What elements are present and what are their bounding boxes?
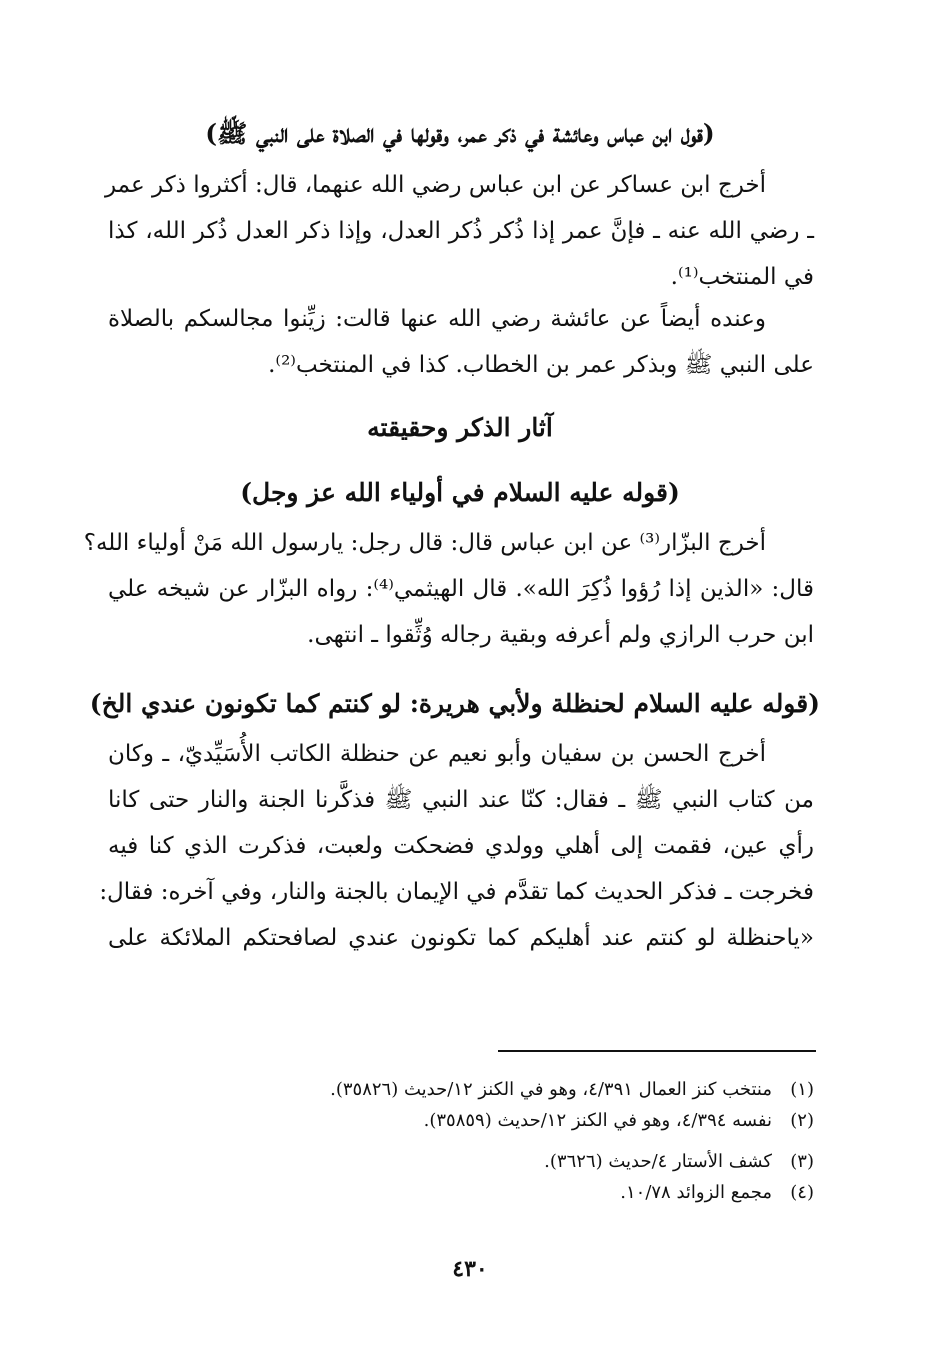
footnotes [200, 1074, 814, 1208]
section-heading-awliya: (قوله عليه السلام في أولياء الله عز وجل) [240, 478, 680, 507]
paragraph-ibn-asakir [104, 162, 814, 300]
paragraph-bazzar [83, 520, 814, 658]
paragraph-hanzala [99, 731, 814, 961]
footnote [200, 1105, 814, 1136]
text-line: قال: «الذين إذا رُؤوا ذُكِرَ الله». قال الهيثمي⁽⁴⁾: رواه البزّار عن شيخه علي [108, 576, 814, 602]
paragraph-aisha [108, 296, 814, 388]
section-heading-ibn-abbas-aisha: (قول ابن عباس وعائشة في ذكر عمر، وقولها في الصلاة على النبي ﷺ) [205, 119, 715, 148]
text-line: أخرج ابن عساكر عن ابن عباس رضي الله عنهما، قال: أكثروا ذكر عمر [104, 172, 766, 198]
chapter-title: آثار الذكر وحقيقته [367, 413, 553, 442]
footnote-text: نفسه ٤/٣٩٤، وهو في الكنز ١٢/حديث (٣٥٨٥٩). [423, 1110, 772, 1131]
footnote [200, 1074, 814, 1105]
footnote-number: (٣) [790, 1151, 814, 1172]
footnote-number: (١) [790, 1079, 814, 1100]
footnote-number: (٢) [790, 1110, 814, 1131]
footnote-text: كشف الأستار ٤/حديث (٣٦٢٦). [544, 1151, 772, 1172]
footnote-number: (٤) [790, 1182, 814, 1203]
text-line: من كتاب النبي ﷺ ـ فقال: كنّا عند النبي ﷺ فذكَّرنا الجنة والنار حتى كانا [108, 787, 814, 813]
footnote [200, 1177, 814, 1208]
footnote-divider [498, 1050, 816, 1052]
footnote-text: منتخب كنز العمال ٤/٣٩١، وهو في الكنز ١٢/حديث (٣٥٨٢٦). [330, 1079, 772, 1100]
page-number: ٤٣٠ [452, 1256, 488, 1282]
section-heading-hanzala: (قوله عليه السلام لحنظلة ولأبي هريرة: لو كنتم كما تكونون عندي الخ) [89, 689, 820, 718]
footnote-text: مجمع الزوائد ١٠/٧٨. [620, 1182, 772, 1203]
text-line: رأي عين، فقمت إلى أهلي وولدي فضحكت ولعبت، فذكرت الذي كنا فيه [108, 833, 814, 859]
text-line: «ياحنظلة لو كنتم عند أهليكم كما تكونون عندي لصافحتكم الملائكة على [108, 925, 814, 951]
text-line: ـ رضي الله عنه ـ فإنَّ عمر إذا ذُكر ذُكر العدل، وإذا ذكر العدل ذُكر الله، كذا [108, 218, 814, 244]
text-line: ابن حرب الرازي ولم أعرفه وبقية رجاله وُثِّقوا ـ انتهى. [307, 622, 814, 648]
text-line: أخرج البزّار⁽³⁾ عن ابن عباس قال: قال رجل: يارسول الله مَنْ أولياء الله؟ [83, 530, 766, 556]
text-line: في المنتخب⁽¹⁾. [670, 264, 814, 290]
text-line: فخرجت ـ فذكر الحديث كما تقدَّم في الإيمان بالجنة والنار، وفي آخره: فقال: [99, 879, 814, 905]
footnote [200, 1146, 814, 1177]
text-line: وعنده أيضاً عن عائشة رضي الله عنها قالت: زيِّنوا مجالسكم بالصلاة [108, 306, 766, 332]
text-line: على النبي ﷺ وبذكر عمر بن الخطاب. كذا في المنتخب⁽²⁾. [268, 352, 814, 378]
text-line: أخرج الحسن بن سفيان وأبو نعيم عن حنظلة الكاتب الأُسَيِّديّ، ـ وكان [108, 741, 766, 767]
